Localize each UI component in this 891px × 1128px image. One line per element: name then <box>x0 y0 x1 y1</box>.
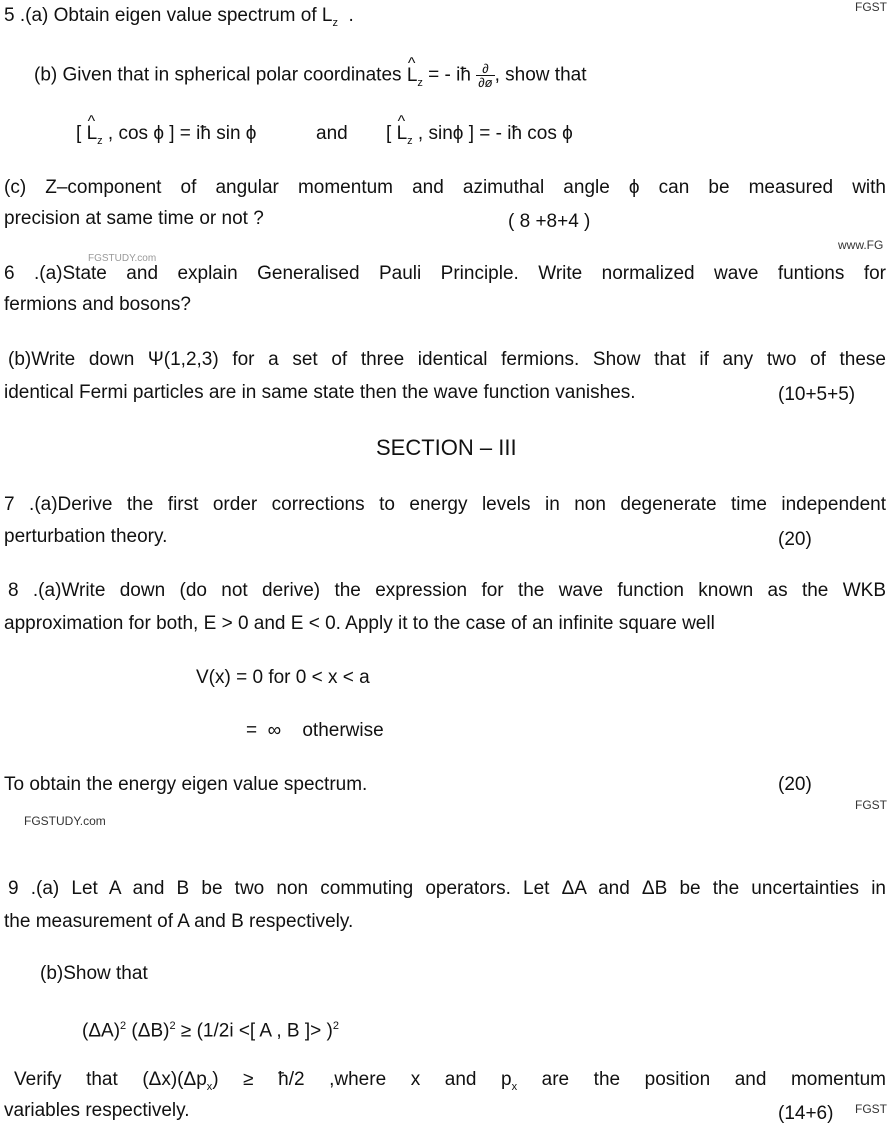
watermark-site: FGSTUDY.com <box>24 814 106 828</box>
q7-marks: (20) <box>778 529 812 550</box>
q7-line1: 7 .(a)Derive the first order corrections to energy levels in non degenerate time independent <box>4 494 886 515</box>
q6-marks: (10+5+5) <box>778 384 856 405</box>
q8-line1: 8 .(a)Write down (do not derive) the expression for the wave function known as the WKB <box>8 580 886 601</box>
q8-line3: To obtain the energy eigen value spectrum. <box>4 774 368 795</box>
q5-commutator-cos: [ ^ $L_z$ , cos ϕ ] = iħ sin ϕ <box>76 122 256 153</box>
q5-part-b: (b) Given that in spherical polar coordinates ^ $L_z$ = - iħ $\frac{\partial}{\partial ø}$ , show that <box>34 62 587 94</box>
q6-part-b-line2: identical Fermi particles are in same state then the wave function vanishes. <box>4 382 636 403</box>
q8-potential-outside: = ∞ otherwise <box>246 720 384 741</box>
lz-operator: ^ $L_z$ <box>407 64 423 95</box>
q9-uncertainty-inequality: $(\Delta A)^2$ $(\Delta B)^2 \ge (1/2i$ <[ A , B ]> )$^2$ <box>82 1020 339 1042</box>
watermark-mid-right: FGST <box>855 798 887 812</box>
q7-line2: perturbation theory. <box>4 526 168 547</box>
q5-part-c-line2: precision at same time or not ? <box>4 208 264 229</box>
q9-part-b-label: (b)Show that <box>40 963 148 984</box>
section-title: SECTION – III <box>376 435 517 460</box>
q6-part-b-line1: (b)Write down Ψ(1,2,3) for a set of three identical fermions. Show that if any two of these <box>8 349 886 370</box>
q5-part-c-line1: (c) Z–component of angular momentum and azimuthal angle ϕ can be measured with <box>4 177 886 198</box>
partial-derivative-fraction: $\frac{\partial}{\partial ø}$ <box>478 61 493 90</box>
watermark-top-right: FGST <box>855 0 887 14</box>
q5-commutator-sin: [ ^ $L_z$ , sinϕ ] = - iħ cos ϕ <box>386 122 573 153</box>
watermark-bottom-right: FGST <box>855 1102 887 1116</box>
q6-part-a-line1: 6 .(a)State and explain Generalised Pauli Principle. Write normalized wave funtions for <box>4 263 886 284</box>
q6-part-a-line2: fermions and bosons? <box>4 294 191 315</box>
q9-part-a-line1: 9 .(a) Let A and B be two non commuting operators. Let ΔA and ΔB be the uncertainties in <box>8 878 886 899</box>
q8-line2: approximation for both, E > 0 and E < 0. Apply it to the case of an infinite square well <box>4 613 715 634</box>
q5-part-a: 5 .(a) Obtain eigen value spectrum of $L_z$ . <box>4 5 354 29</box>
watermark-faint: FGSTUDY.com <box>88 253 157 264</box>
q8-marks: (20) <box>778 774 812 795</box>
watermark-www: www.FG <box>838 238 884 252</box>
q5-and: and <box>316 123 348 144</box>
q9-part-a-line2: the measurement of A and B respectively. <box>4 911 354 932</box>
q5-marks: ( 8 +8+4 ) <box>508 211 591 232</box>
q8-potential-inside: V(x) = 0 for 0 < x < a <box>196 667 370 688</box>
q9-verify-line2: variables respectively. <box>4 1100 190 1121</box>
q9-marks: (14+6) <box>778 1103 834 1124</box>
infinity-symbol: ∞ <box>267 720 282 741</box>
q9-verify-line1: Verify that $(\Delta x)(\Delta p_x)$ ≥ ħ/2 ,where x and $p_x$ are the position and momentum <box>14 1069 886 1093</box>
